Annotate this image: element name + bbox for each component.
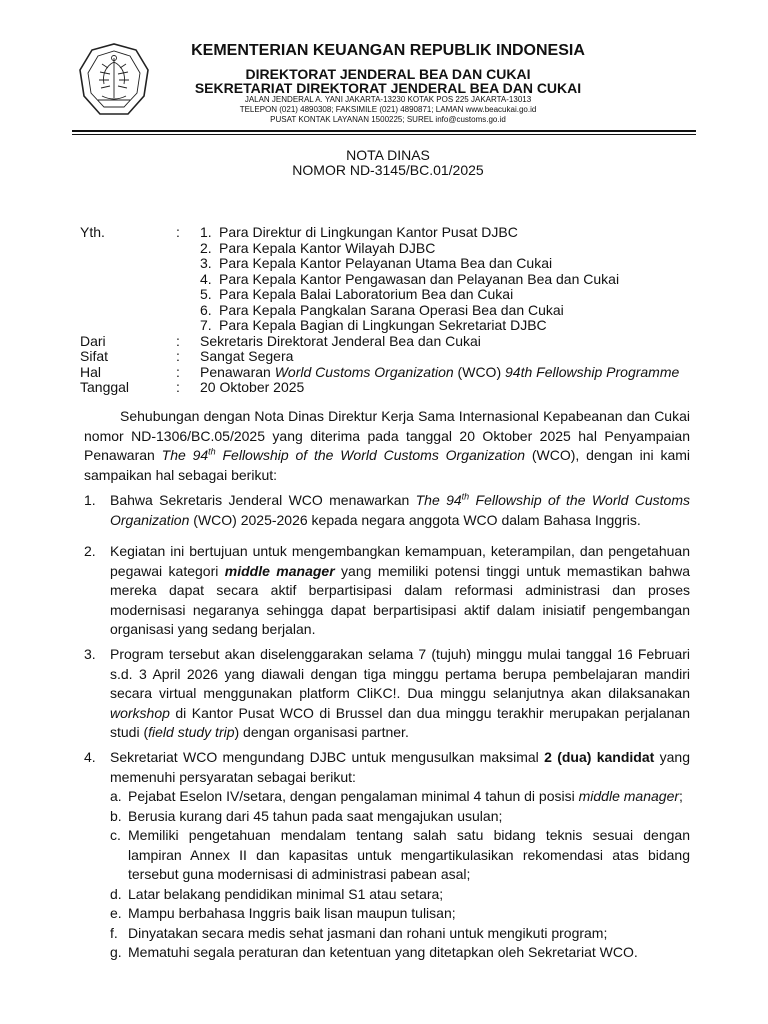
requirement-item: f. Dinyatakan secara medis sehat jasmani dan rohani untuk mengikuti program;: [110, 924, 608, 941]
memo-header: [80, 225, 700, 396]
intro-paragraph: Sehubungan dengan Nota Dinas Direktur Kerja Sama Internasional Kepabeanan dan Cukai nomor ND-1306/BC.05/2025 yang diterima pada tanggal 20 Oktober 2025 hal Penyampaian Penawaran The 94th Fellowship of the World Customs Organization (WCO), dengan ini kami sampaikan hal sebagai berikut:: [84, 408, 690, 483]
recipient-item: 4. Para Kepala Kantor Pengawasan dan Pelayanan Bea dan Cukai: [200, 270, 620, 287]
document-number: NOMOR ND-3145/BC.01/2025: [292, 162, 484, 178]
letterhead-phone: TELEPON (021) 4890308; FAKSIMILE (021) 4890871; LAMAN www.beacukai.go.id: [239, 105, 537, 114]
subject-value: Penawaran World Customs Organization (WCO) 94th Fellowship Programme: [200, 363, 680, 380]
date-row: [80, 380, 700, 396]
to-row: [80, 225, 700, 334]
ministry-emblem-icon: [72, 40, 156, 124]
letterhead-address: JALAN JENDERAL A. YANI JAKARTA-13230 KOTAK POS 225 JAKARTA-13013: [244, 95, 532, 104]
list-item: 3. Program tersebut akan diselenggarakan selama 7 (tujuh) minggu mulai tanggal 16 Februari s.d. 3 April 2026 yang diawali dengan tiga minggu pertama berupa pembelajaran mandiri secara virtual menggunakan platform CliKC!. Dua minggu selanjutnya akan dilaksanakan workshop di Kantor Pusat WCO di Brussel dan dua minggu terakhir merupakan perjalanan studi (field study trip) dengan organisasi partner.: [84, 646, 690, 740]
ministry-name: KEMENTERIAN KEUANGAN REPUBLIK INDONESIA: [191, 42, 585, 59]
requirement-item: c. Memiliki pengetahuan mendalam tentang salah satu bidang teknis sesuai dengan lampiran Annex II dan kapasitas untuk mengartikulasikan rekomendasi atas bidang tersebut guna modernisasi di administrasi pabean asal;: [110, 827, 690, 882]
recipient-item: 7. Para Kepala Bagian di Lingkungan Sekretariat DJBC: [200, 317, 547, 333]
colon: :: [176, 348, 180, 364]
recipient-list: [200, 225, 700, 334]
document-type: NOTA DINAS: [346, 147, 430, 163]
letterhead-rule-thick: [72, 130, 696, 132]
list-item: 1. Bahwa Sekretaris Jenderal WCO menawarkan The 94th Fellowship of the World Customs Organization (WCO) 2025-2026 kepada negara anggota WCO dalam Bahasa Inggris.: [84, 491, 690, 528]
requirement-item: a. Pejabat Eselon IV/setara, dengan pengalaman minimal 4 tahun di posisi middle manager;: [110, 788, 683, 804]
recipient-item: 1. Para Direktur di Lingkungan Kantor Pusat DJBC: [200, 224, 518, 240]
from-value: Sekretaris Direktorat Jenderal Bea dan Cukai: [200, 332, 481, 349]
from-row: [80, 334, 700, 350]
nature-row: [80, 349, 700, 365]
requirement-item: d. Latar belakang pendidikan minimal S1 atau setara;: [110, 885, 444, 902]
requirement-item: b. Berusia kurang dari 45 tahun pada saat mengajukan usulan;: [110, 807, 503, 824]
recipient-item: 2. Para Kepala Kantor Wilayah DJBC: [200, 239, 436, 256]
list-item: 2. Kegiatan ini bertujuan untuk mengembangkan kemampuan, keterampilan, dan pengetahuan pegawai kategori middle manager yang memiliki potensi tinggi untuk memastikan bahwa mereka dapat secara aktif berpartisipasi dalam reformasi administrasi dan proses modernisasi negaranya sehingga dapat berpartisipasi aktif dalam inisiatif pengembangan organisasi yang sedang berjalan.: [84, 543, 690, 637]
from-label: Dari: [80, 332, 106, 349]
recipient-item: 6. Para Kepala Pangkalan Sarana Operasi Bea dan Cukai: [200, 301, 564, 318]
colon: :: [176, 379, 180, 395]
nature-label: Sifat: [80, 348, 109, 364]
colon: :: [176, 332, 180, 349]
recipient-item: 3. Para Kepala Kantor Pelayanan Utama Bea dan Cukai: [200, 255, 553, 271]
date-value: 20 Oktober 2025: [200, 379, 305, 395]
secretariat-name: SEKRETARIAT DIREKTORAT JENDERAL BEA DAN CUKAI: [194, 80, 582, 96]
letterhead-rule-thin: [72, 134, 696, 135]
colon: :: [176, 224, 180, 240]
subject-label: Hal: [80, 363, 102, 380]
to-label: Yth.: [80, 224, 105, 240]
colon: :: [176, 363, 180, 380]
directorate-name: DIREKTORAT JENDERAL BEA DAN CUKAI: [245, 66, 531, 82]
date-label: Tanggal: [80, 379, 130, 395]
letterhead-contact: PUSAT KONTAK LAYANAN 1500225; SUREL info@customs.go.id: [270, 115, 506, 124]
nature-value: Sangat Segera: [200, 348, 294, 364]
subject-row: [80, 365, 700, 381]
requirement-item: g. Mematuhi segala peraturan dan ketentuan yang ditetapkan oleh Sekretariat WCO.: [110, 944, 638, 960]
list-item: 4. Sekretariat WCO mengundang DJBC untuk mengusulkan maksimal 2 (dua) kandidat yang memenuhi persyaratan sebagai berikut: a. Pejabat Eselon IV/setara, dengan pengalaman minimal 4 tahun di posisi middle manager; b. Berusia kurang dari 45 tahun pada saat mengajukan usulan; c. Memiliki pengetahuan mendalam tentang salah satu bidang teknis sesuai dengan lampiran Annex II dan kapasitas untuk mengartikulasikan rekomendasi atas bidang tersebut guna modernisasi di administrasi pabean asal; d. Latar belakang pendidikan minimal S1 atau setara; e. Mampu berbahasa Inggris baik lisan maupun tulisan; f. Dinyatakan secara medis sehat jasmani dan rohani untuk mengikuti program; g. Mematuhi segala peraturan dan ketentuan yang ditetapkan oleh Sekretariat WCO.: [84, 748, 690, 963]
recipient-item: 5. Para Kepala Balai Laboratorium Bea dan Cukai: [200, 286, 514, 302]
requirement-item: e. Mampu berbahasa Inggris baik lisan maupun tulisan;: [110, 905, 456, 921]
